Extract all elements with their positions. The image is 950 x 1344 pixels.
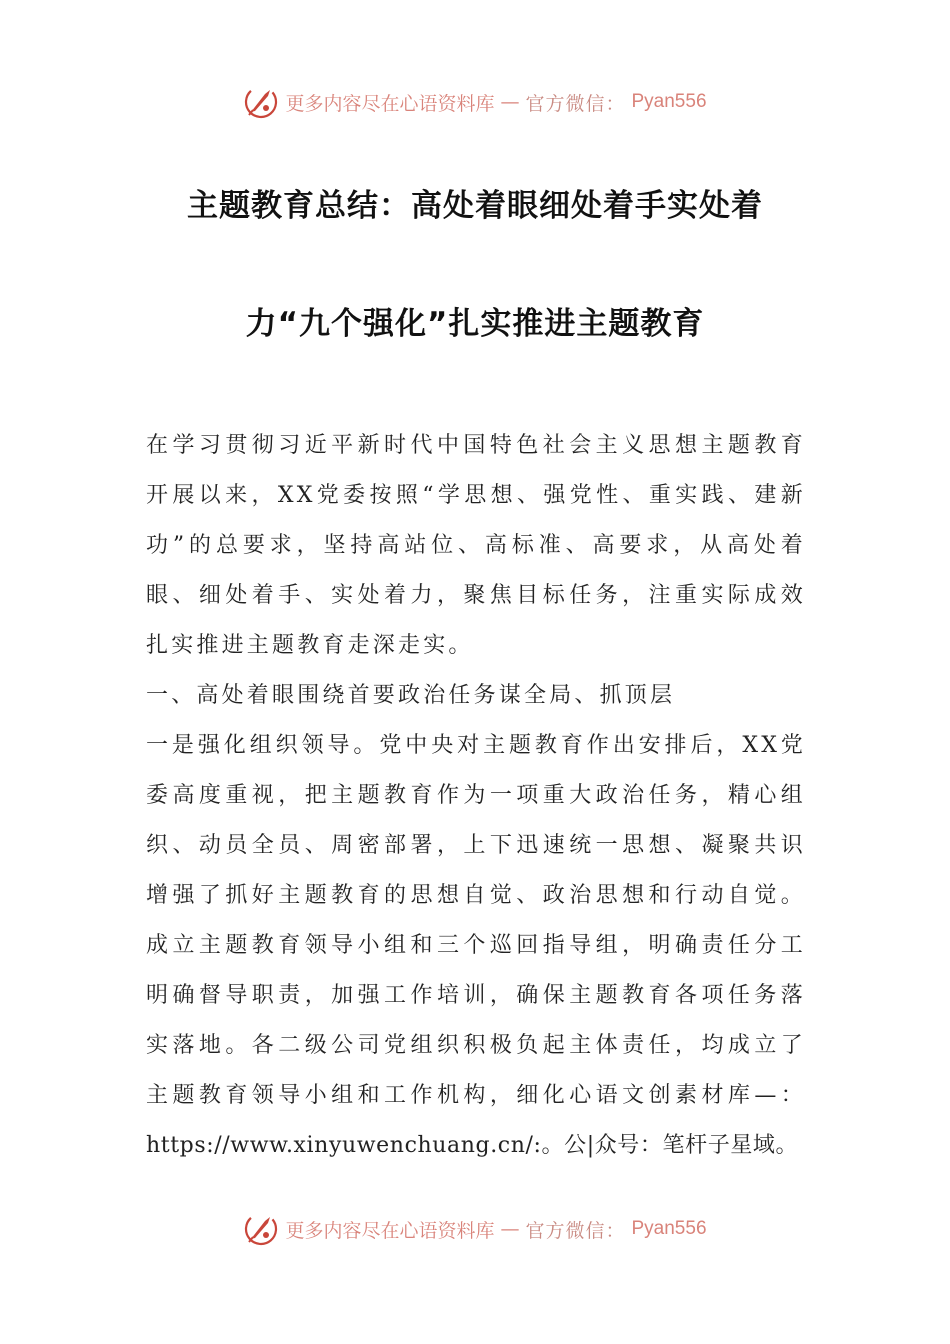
banner-wechat-handle: Pyan556	[631, 1218, 707, 1239]
body-line: 成立主题教育领导小组和三个巡回指导组，明确责任分工	[146, 933, 806, 958]
body-line: 一是强化组织领导。党中央对主题教育作出安排后，XX党	[146, 733, 806, 758]
header-banner	[0, 84, 950, 120]
quill-pen-logo-icon	[243, 84, 279, 120]
body-line: 委高度重视，把主题教育作为一项重大政治任务，精心组	[146, 783, 806, 808]
body-line: 扎实推进主题教育走深走实。	[146, 633, 474, 658]
body-line: 主题教育领导小组和工作机构，细化心语文创素材库—：	[146, 1083, 806, 1108]
body-line-url: https://www.xinyuwenchuang.cn/:。公|众号：笔杆子星域。	[146, 1133, 799, 1158]
body-line: 明确督导职责，加强工作培训，确保主题教育各项任务落	[146, 983, 806, 1008]
body-line: 实落地。各二级公司党组织积极负起主体责任，均成立了	[146, 1033, 806, 1058]
banner-brand-text: 更多内容尽在心语资料库	[285, 1219, 495, 1242]
banner-brand-text: 更多内容尽在心语资料库	[285, 92, 495, 115]
document-title-line-2: 力“九个强化”扎实推进主题教育	[245, 306, 705, 342]
section-heading: 一、高处着眼围绕首要政治任务谋全局、抓顶层	[146, 683, 676, 708]
body-line: 功”的总要求，坚持高站位、高标准、高要求，从高处着	[146, 533, 806, 558]
body-line: 眼、细处着手、实处着力，聚焦目标任务，注重实际成效	[146, 583, 806, 608]
body-line: 开展以来，XX党委按照“学思想、强党性、重实践、建新	[146, 483, 806, 508]
banner-dash: —	[500, 1218, 520, 1240]
banner-dash: —	[500, 91, 520, 113]
quill-pen-logo-icon	[243, 1211, 279, 1247]
banner-wechat-handle: Pyan556	[631, 91, 707, 112]
document-body	[146, 430, 806, 1180]
body-line: 织、动员全员、周密部署，上下迅速统一思想、凝聚共识	[146, 833, 806, 858]
body-line: 增强了抓好主题教育的思想自觉、政治思想和行动自觉。	[146, 883, 806, 908]
body-line: 在学习贯彻习近平新时代中国特色社会主义思想主题教育	[146, 433, 806, 458]
banner-official-label: 官方微信：	[525, 92, 626, 115]
document-title-line-1: 主题教育总结：高处着眼细处着手实处着	[187, 188, 763, 224]
banner-official-label: 官方微信：	[525, 1219, 626, 1242]
footer-banner	[0, 1211, 950, 1247]
